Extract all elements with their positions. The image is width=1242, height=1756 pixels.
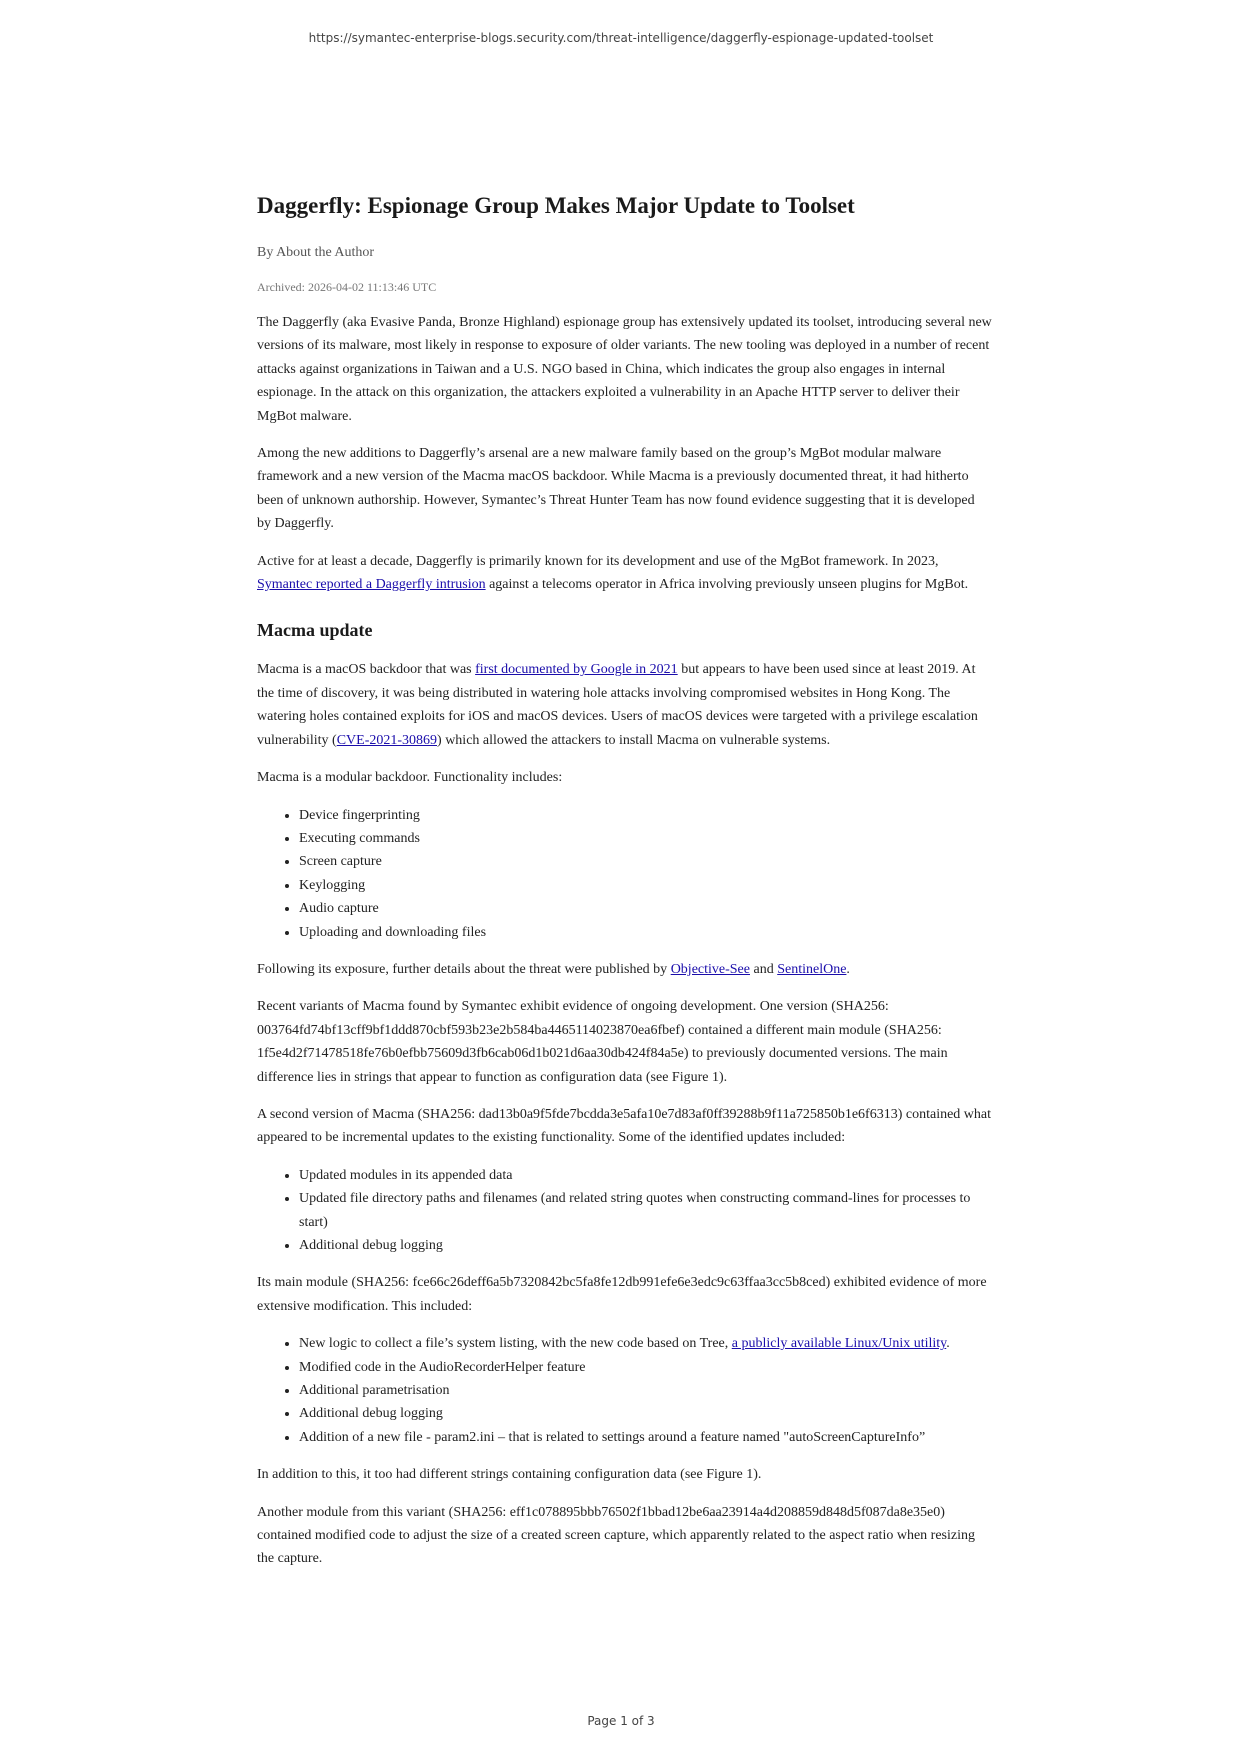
list-item: • Updated modules in its appended data [299, 1164, 992, 1187]
paragraph-intro: The Daggerfly (aka Evasive Panda, Bronze Highland) espionage group has extensively updated its toolset, introducing several new versions of its malware, most likely in response to exposure of older variants. The new tooling was deployed in a number of recent attacks against organizations in Taiwan and a U.S. NGO based in China, which indicates the group also engages in internal espionage. In the attack on this organization, the attackers exploited a vulnerability in an Apache HTTP server to deliver their MgBot malware. [257, 315, 992, 424]
list-item: • Screen capture [299, 850, 992, 873]
paragraph-recent-variants: Recent variants of Macma found by Symantec exhibit evidence of ongoing development. One version (SHA256: 003764fd74bf13cff9bf1ddd870cbf593b23e2b584ba4465114023870ea6fbef) contained a different main module (SHA256: 1f5e4d2f71478518fe76b0efbb75609d3fb6cab06d1b021d6aa30db424f84a5e) to previously documented versions. The main difference lies in strings that appear to function as configuration data (see Figure 1). [257, 999, 948, 1085]
list-item: • Addition of a new file - param2.ini – that is related to settings around a feature named "autoScreenCaptureInfo” [299, 1426, 992, 1449]
modifications-list [257, 1332, 992, 1449]
functionality-list [257, 804, 992, 944]
list-item: • Modified code in the AudioRecorderHelper feature [299, 1356, 992, 1379]
list-item: • Audio capture [299, 897, 992, 920]
paragraph-macma-intro: Macma is a macOS backdoor that was first documented by Google in 2021 but appears to have been used since at least 2019. At the time of discovery, it was being distributed in watering hole attacks involving compromised websites in Hong Kong. The watering holes contained exploits for iOS and macOS devices. Users of macOS devices were targeted with a privilege escalation vulnerability (CVE-2021-30869) which allowed the attackers to install Macma on vulnerable systems. [257, 662, 978, 748]
link-cve[interactable]: CVE-2021-30869 [336, 732, 438, 748]
page-url: https://symantec-enterprise-blogs.security.com/threat-intelligence/daggerfly-espionage-updated-toolset [308, 31, 934, 45]
archived-timestamp: Archived: 2026-04-02 11:13:46 UTC [257, 280, 437, 294]
paragraph-config-strings: In addition to this, it too had different strings containing configuration data (see Figure 1). [257, 1467, 762, 1483]
paragraph-second-version: A second version of Macma (SHA256: dad13b0a9f5fde7bcdda3e5afa10e7d83af0ff39288b9f11a725850b1e6f6313) contained what appeared to be incremental updates to the existing functionality. Some of the identified updates included: [257, 1106, 992, 1146]
list-item: • Updated file directory paths and filenames (and related string quotes when constructing command-lines for processes to start) [299, 1187, 992, 1234]
list-item: • New logic to collect a file’s system listing, with the new code based on Tree, a publicly available Linux/Unix utility. [299, 1332, 992, 1355]
list-item: • Additional debug logging [299, 1402, 992, 1425]
paragraph-arsenal: Among the new additions to Daggerfly’s arsenal are a new malware family based on the group’s MgBot modular malware framework and a new version of the Macma macOS backdoor. While Macma is a previously documented threat, it had hitherto been of unknown authorship. However, Symantec’s Threat Hunter Team has now found evidence suggesting that it is developed by Daggerfly. [257, 446, 975, 532]
list-item: • Additional parametrisation [299, 1379, 992, 1402]
list-item: • Additional debug logging [299, 1234, 992, 1257]
article [257, 190, 992, 1585]
link-sentinelone[interactable]: SentinelOne [777, 961, 847, 977]
section-heading-macma: Macma update [257, 620, 373, 641]
paragraph-exposure: Following its exposure, further details about the threat were published by Objective-See and SentinelOne. [257, 961, 850, 977]
page-number: Page 1 of 3 [587, 1714, 655, 1728]
paragraph-functionality: Macma is a modular backdoor. Functionality includes: [257, 770, 563, 786]
link-google-2021[interactable]: first documented by Google in 2021 [475, 662, 678, 678]
link-tree-utility[interactable]: a publicly available Linux/Unix utility [731, 1336, 947, 1352]
link-symantec-intrusion[interactable]: Symantec reported a Daggerfly intrusion [257, 577, 486, 593]
article-title: Daggerfly: Espionage Group Makes Major Update to Toolset [257, 193, 855, 218]
list-item: • Device fingerprinting [299, 804, 992, 827]
link-objective-see[interactable]: Objective-See [670, 961, 750, 977]
paragraph-history: Active for at least a decade, Daggerfly is primarily known for its development and use of the MgBot framework. In 2023, Symantec reported a Daggerfly intrusion against a telecoms operator in Africa involving previously unseen plugins for MgBot. [257, 553, 969, 593]
list-item: • Executing commands [299, 827, 992, 850]
list-item: • Uploading and downloading files [299, 921, 992, 944]
paragraph-screen-capture: Another module from this variant (SHA256: eff1c078895bbb76502f1bbad12be6aa23914a4d208859d848d5f087da8e35e0) contained modified code to adjust the size of a created screen capture, which apparently related to the aspect ratio when resizing the capture. [257, 1504, 975, 1567]
paragraph-main-module: Its main module (SHA256: fce66c26deff6a5b7320842bc5fa8fe12db991efe6e3edc9c63ffaa3cc5b8ced) exhibited evidence of more extensive modification. This included: [257, 1275, 987, 1314]
byline: By About the Author [257, 245, 375, 260]
updates-list [257, 1164, 992, 1258]
list-item: • Keylogging [299, 874, 992, 897]
